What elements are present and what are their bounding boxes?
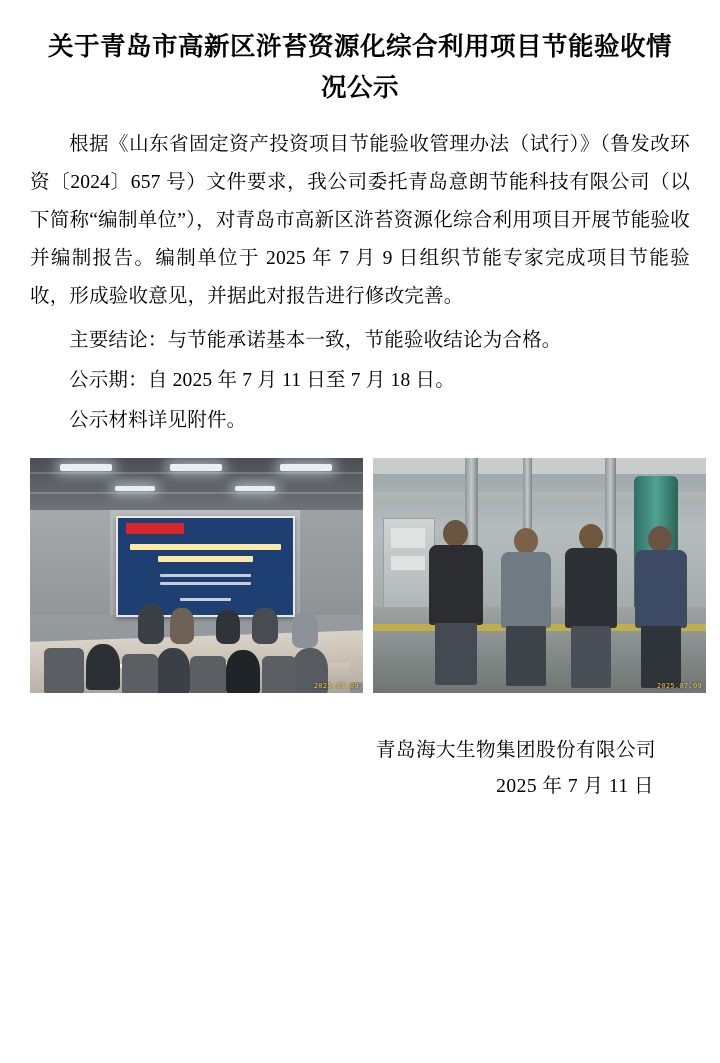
legs: [641, 626, 681, 688]
ceiling-light: [235, 486, 275, 491]
side-wall: [30, 510, 110, 615]
attendee-foreground: [156, 648, 190, 693]
chair: [122, 654, 158, 693]
photo-timestamp: 2025.07.09: [313, 682, 359, 690]
plant-site-photo: [373, 458, 706, 693]
screen-title-line-1: [130, 544, 281, 550]
signature-company: 青岛海大生物集团股份有限公司: [375, 740, 656, 761]
site-person: [635, 526, 687, 692]
ceiling-light: [280, 464, 332, 471]
site-person: [565, 524, 617, 692]
attendee-foreground: [226, 650, 260, 693]
head: [648, 526, 672, 552]
chair: [190, 656, 226, 693]
projection-screen: [116, 516, 295, 617]
meeting-room-photo: [30, 458, 363, 693]
paragraph-background: 根据《山东省固定资产投资项目节能验收管理办法（试行）》（鲁发改环资〔2024〕657 号）文件要求，我公司委托青岛意朗节能科技有限公司（以下简称“编制单位”），对青岛市高新区浒苔资源化综合利用项目开展节能验收并编制报告。编制单位于 2025 年 7 月 9 日组织节能专家完成项目节能验收，形成验收意见，并据此对报告进行修改完善。: [30, 134, 690, 307]
page-title: 关于青岛市高新区浒苔资源化综合利用项目节能验收情况公示: [47, 32, 672, 102]
torso: [501, 552, 551, 628]
attendee: [292, 612, 318, 648]
ceiling-beam: [373, 458, 706, 474]
screen-subtitle-line: [160, 574, 251, 577]
paragraph-attachment: 公示材料详见附件。: [69, 410, 247, 431]
screen-date-line: [180, 598, 231, 601]
attendee: [138, 604, 164, 644]
panel-label: [391, 556, 425, 570]
ceiling-light: [115, 486, 155, 491]
signature-block: [30, 733, 690, 805]
head: [514, 528, 538, 554]
chair: [262, 656, 296, 693]
ceiling-light: [60, 464, 112, 471]
head: [443, 520, 468, 547]
torso: [635, 550, 687, 628]
attendee: [252, 608, 278, 644]
attendee: [170, 608, 194, 644]
torso: [429, 545, 483, 625]
ceiling-line: [30, 492, 363, 494]
photo-row: [30, 458, 702, 693]
paragraph-conclusion: 主要结论：与节能承诺基本一致，节能验收结论为合格。: [69, 330, 562, 351]
attendee-foreground: [86, 644, 120, 690]
side-wall: [300, 510, 363, 615]
paragraph-period: 公示期：自 2025 年 7 月 11 日至 7 月 18 日。: [69, 370, 455, 391]
ceiling-line: [30, 472, 363, 474]
legs: [435, 623, 477, 685]
screen-logo: [126, 523, 184, 534]
screen-title-line-2: [158, 556, 253, 562]
attendee: [216, 610, 240, 644]
legs: [571, 626, 611, 688]
signature-date: 2025 年 7 月 11 日: [496, 776, 654, 797]
legs: [506, 626, 546, 686]
photo-timestamp: 2025.07.09: [656, 682, 702, 690]
site-person: [501, 528, 551, 690]
site-person: [429, 520, 483, 690]
panel-label: [391, 528, 425, 548]
chair: [44, 648, 84, 693]
ceiling-light: [170, 464, 222, 471]
torso: [565, 548, 617, 628]
screen-subtitle-line: [160, 582, 251, 585]
head: [579, 524, 603, 550]
